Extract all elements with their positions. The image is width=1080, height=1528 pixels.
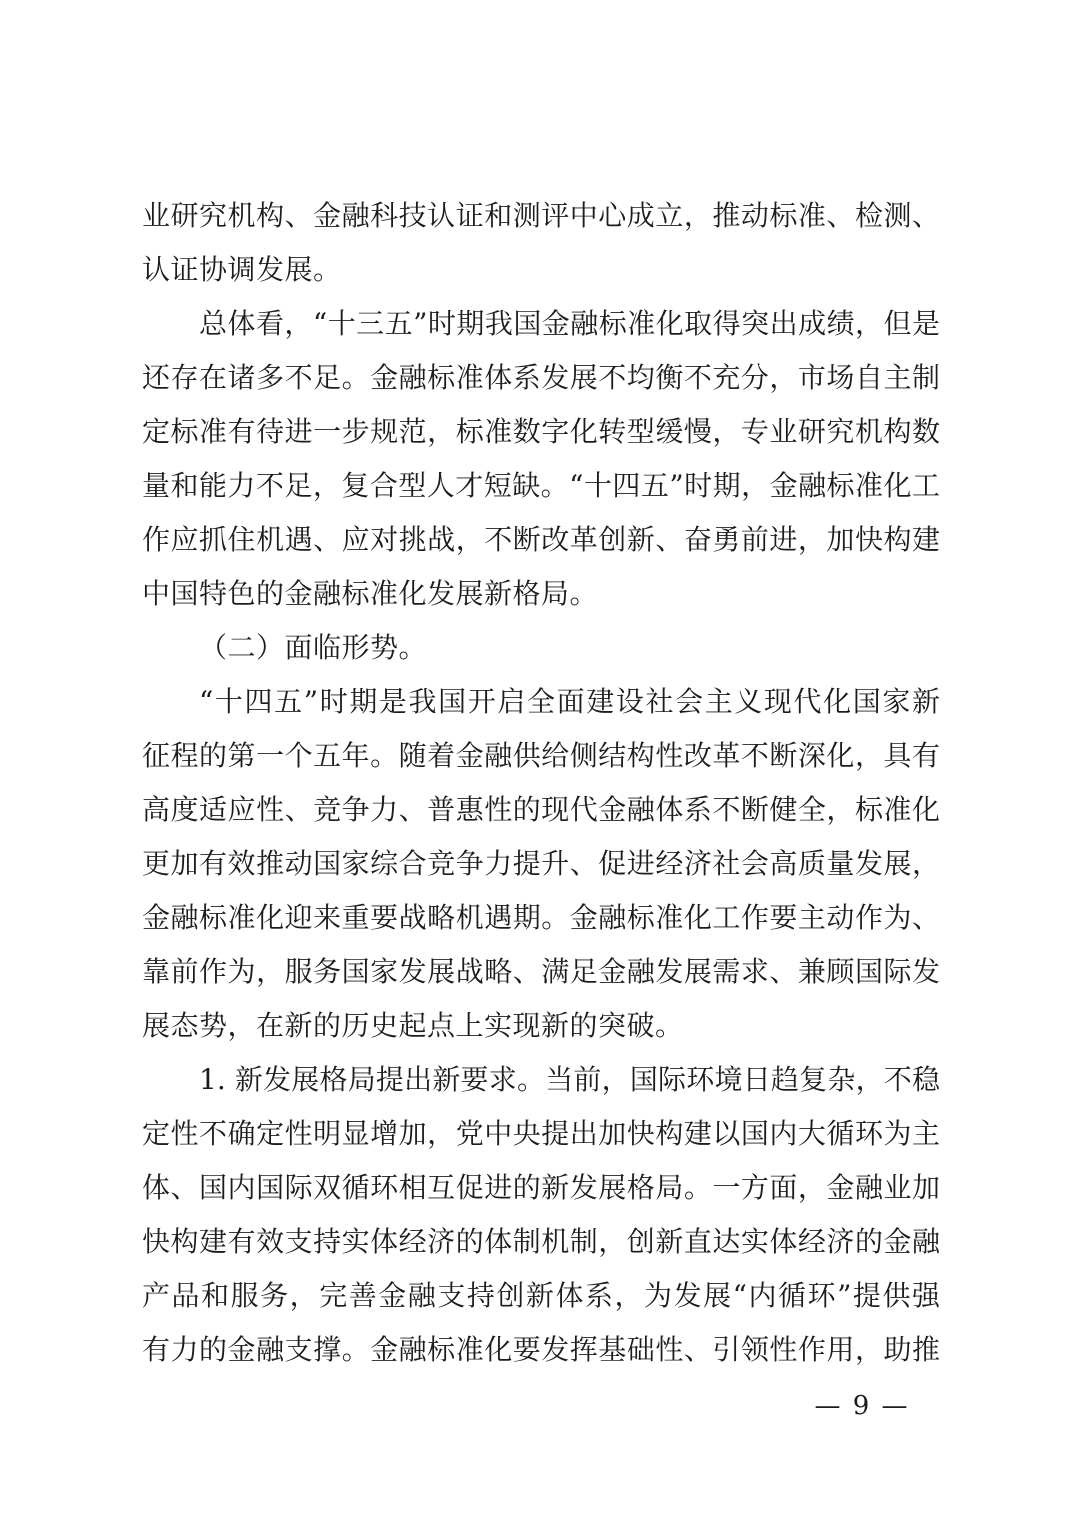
text-line: 作应抓住机遇、应对挑战，不断改革创新、奋勇前进，加快构建 [142, 523, 940, 556]
body-text [142, 189, 940, 1377]
page-number: — 9 — [814, 1391, 910, 1421]
text-line: 更加有效推动国家综合竞争力提升、促进经济社会高质量发展， [142, 847, 940, 880]
text-line: 还存在诸多不足。金融标准体系发展不均衡不充分，市场自主制 [142, 361, 940, 394]
text-line: 靠前作为，服务国家发展战略、满足金融发展需求、兼顾国际发 [142, 955, 940, 988]
text-line: 定性不确定性明显增加，党中央提出加快构建以国内大循环为主 [142, 1117, 940, 1150]
section-heading: （二）面临形势。 [199, 631, 428, 664]
text-line: 征程的第一个五年。随着金融供给侧结构性改革不断深化，具有 [142, 739, 940, 772]
text-line: 快构建有效支持实体经济的体制机制，创新直达实体经济的金融 [142, 1225, 940, 1258]
text-line: 1. 新发展格局提出新要求。当前，国际环境日趋复杂，不稳 [199, 1063, 940, 1096]
text-line: 体、国内国际双循环相互促进的新发展格局。一方面，金融业加 [142, 1171, 940, 1204]
text-line: 业研究机构、金融科技认证和测评中心成立，推动标准、检测、 [142, 199, 940, 232]
text-line: 量和能力不足，复合型人才短缺。“十四五”时期，金融标准化工 [142, 469, 940, 502]
text-line: 金融标准化迎来重要战略机遇期。金融标准化工作要主动作为、 [142, 901, 940, 934]
text-line: 认证协调发展。 [142, 253, 342, 286]
text-line: 产品和服务，完善金融支持创新体系，为发展“内循环”提供强 [142, 1279, 940, 1312]
text-line: 有力的金融支撑。金融标准化要发挥基础性、引领性作用，助推 [142, 1333, 940, 1366]
text-line: 总体看，“十三五”时期我国金融标准化取得突出成绩，但是 [199, 307, 940, 340]
text-line: 展态势，在新的历史起点上实现新的突破。 [142, 1009, 684, 1042]
text-line: 高度适应性、竞争力、普惠性的现代金融体系不断健全，标准化 [142, 793, 940, 826]
text-line: 中国特色的金融标准化发展新格局。 [142, 577, 599, 610]
text-line: 定标准有待进一步规范，标准数字化转型缓慢，专业研究机构数 [142, 415, 940, 448]
text-line: “十四五”时期是我国开启全面建设社会主义现代化国家新 [199, 685, 940, 718]
